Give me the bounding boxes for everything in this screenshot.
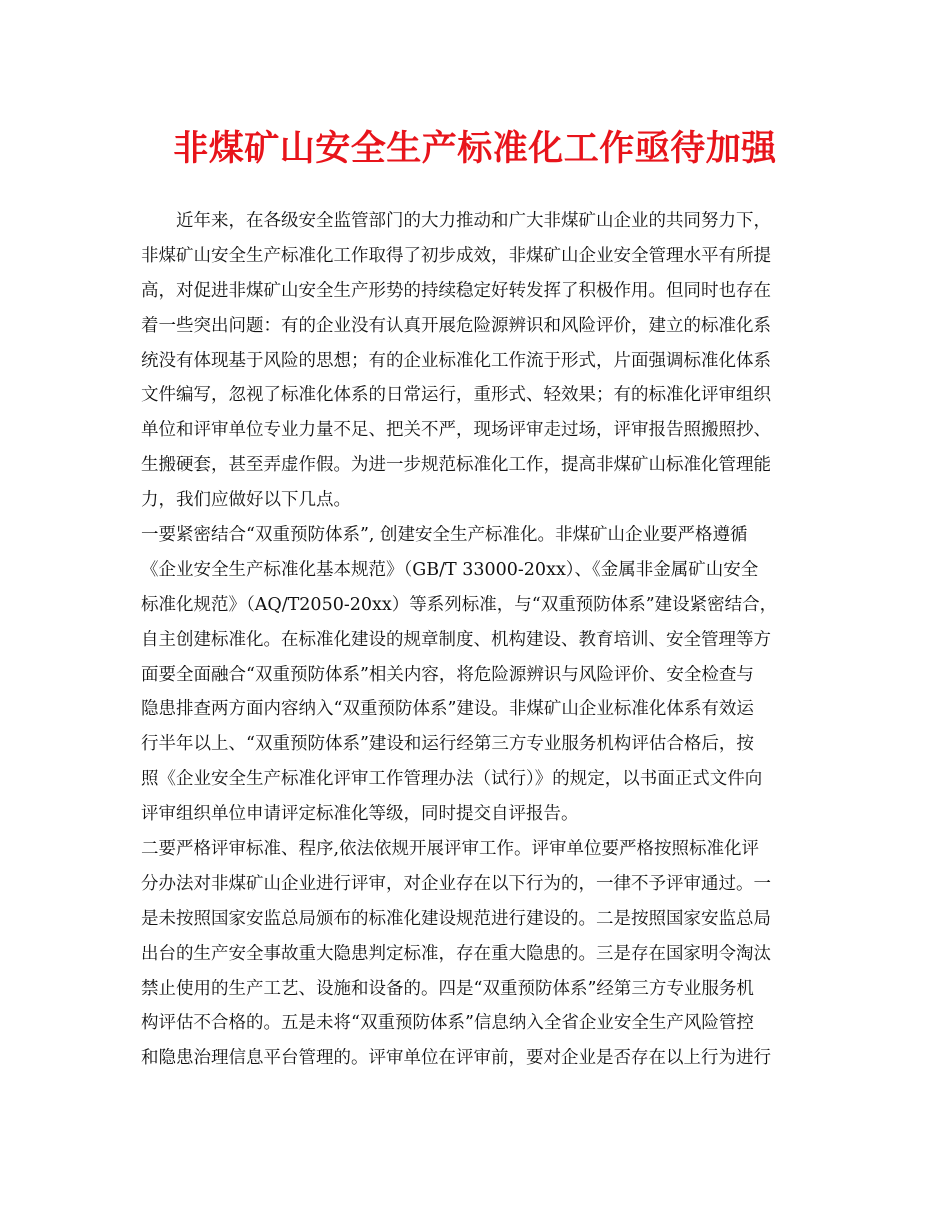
text-line: 是未按照国家安监总局颁布的标准化建设规范进行建设的。二是按照国家安监总局 <box>141 908 771 929</box>
text-line: 行半年以上、“双重预防体系”建设和运行经第三方专业服务机构评估合格后，按 <box>141 734 754 755</box>
text-line: 统没有体现基于风险的思想；有的企业标准化工作流于形式，片面强调标准化体系 <box>141 350 771 371</box>
text-line: 分办法对非煤矿山企业进行评审，对企业存在以下行为的，一律不予评审通过。一 <box>141 873 771 894</box>
text-line: 着一些突出问题：有的企业没有认真开展危险源辨识和风险评价，建立的标准化系 <box>141 315 771 336</box>
text-line: 非煤矿山安全生产标准化工作取得了初步成效，非煤矿山企业安全管理水平有所提 <box>141 245 771 266</box>
text-line: 自主创建标准化。在标准化建设的规章制度、机构建设、教育培训、安全管理等方 <box>141 629 771 650</box>
text-line: 一要紧密结合“双重预防体系”, 创建安全生产标准化。非煤矿山企业要严格遵循 <box>141 525 748 546</box>
text-line: 单位和评审单位专业力量不足、把关不严，现场评审走过场，评审报告照搬照抄、 <box>141 420 771 441</box>
document-title: 非煤矿山安全生产标准化工作亟待加强 <box>173 128 777 169</box>
text-line: 禁止使用的生产工艺、设施和设备的。四是“双重预防体系”经第三方专业服务机 <box>141 978 754 999</box>
text-line: 二要严格评审标准、程序,依法依规开展评审工作。评审单位要严格按照标准化评 <box>141 839 760 860</box>
text-line: 《企业安全生产标准化基本规范》（GB/T 33000-20xx）、《金属非金属矿山安全 <box>141 559 759 580</box>
text-line: 评审组织单位申请评定标准化等级，同时提交自评报告。 <box>141 804 579 825</box>
text-line: 面要全面融合“双重预防体系”相关内容，将危险源辨识与风险评价、安全检查与 <box>141 664 754 685</box>
text-line: 标准化规范》（AQ/T2050-20xx）等系列标准，与“双重预防体系”建设紧密结合， <box>141 594 778 615</box>
text-line: 高，对促进非煤矿山安全生产形势的持续稳定好转发挥了积极作用。但同时也存在 <box>141 280 771 301</box>
text-line: 构评估不合格的。五是未将“双重预防体系”信息纳入全省企业安全生产风险管控 <box>141 1013 754 1034</box>
text-line: 文件编写，忽视了标准化体系的日常运行，重形式、轻效果；有的标准化评审组织 <box>141 385 771 406</box>
text-line: 生搬硬套，甚至弄虚作假。为进一步规范标准化工作，提高非煤矿山标准化管理能 <box>141 455 771 476</box>
text-line: 力，我们应做好以下几点。 <box>141 490 351 511</box>
document-body <box>141 204 813 1076</box>
text-line: 照《企业安全生产标准化评审工作管理办法（试行）》的规定，以书面正式文件向 <box>141 769 763 790</box>
text-line: 近年来，在各级安全监管部门的大力推动和广大非煤矿山企业的共同努力下， <box>176 211 771 231</box>
text-line: 出台的生产安全事故重大隐患判定标准，存在重大隐患的。三是存在国家明令淘汰 <box>141 943 771 964</box>
text-line: 隐患排查两方面内容纳入“双重预防体系”建设。非煤矿山企业标准化体系有效运 <box>141 699 754 720</box>
text-line: 和隐患治理信息平台管理的。评审单位在评审前，要对企业是否存在以上行为进行 <box>141 1048 771 1069</box>
